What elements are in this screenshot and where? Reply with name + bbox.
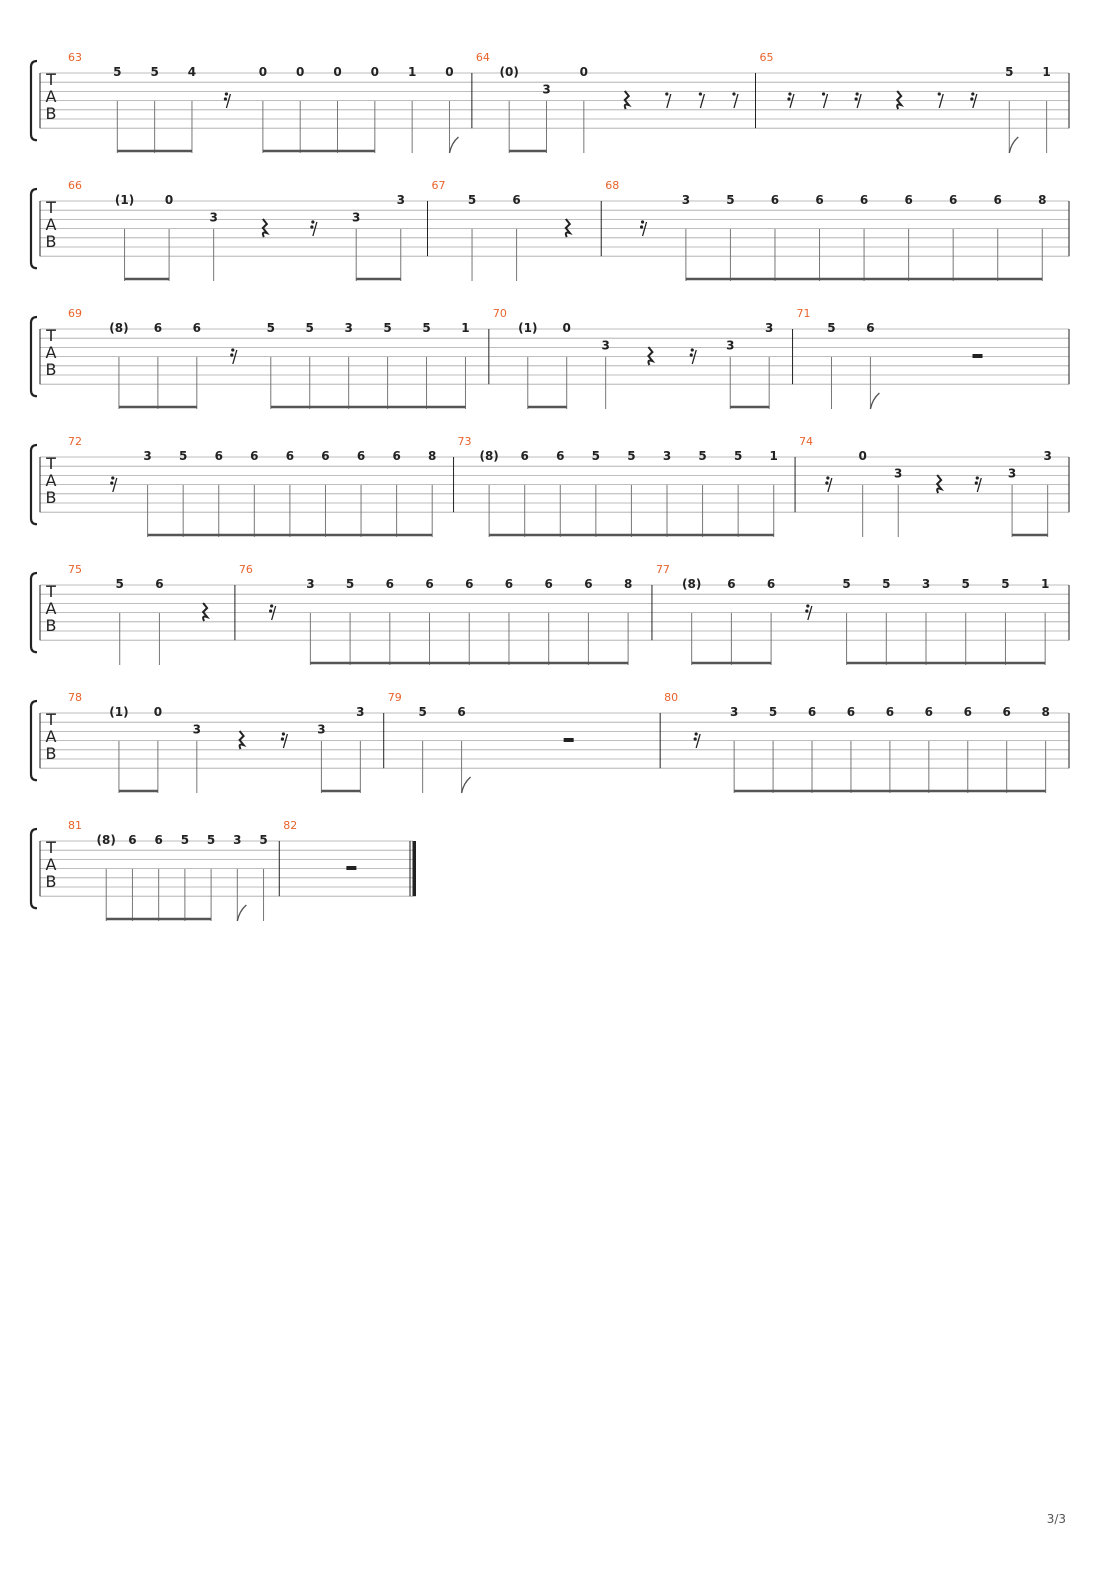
tab-clef-letter: T — [46, 710, 56, 729]
sixteenth-rest-dot — [855, 97, 858, 100]
sixteenth-rest-dot — [110, 481, 113, 484]
quarter-rest — [937, 475, 941, 493]
fret-number: 6 — [556, 449, 565, 463]
fret-number: 8 — [428, 449, 437, 463]
fret-number: 5 — [1005, 65, 1014, 79]
eighth-rest-dot — [822, 92, 825, 95]
fret-number: 6 — [250, 449, 259, 463]
system-bracket — [31, 317, 37, 396]
system-bracket — [31, 189, 37, 268]
fret-number: 5 — [961, 577, 970, 591]
quarter-rest — [263, 219, 267, 237]
fret-number: 1 — [461, 321, 470, 335]
fret-number: (0) — [499, 65, 519, 79]
fret-number: 5 — [180, 833, 190, 847]
fret-number: 3 — [921, 577, 931, 591]
fret-number: 0 — [858, 449, 867, 463]
fret-number: 3 — [729, 705, 739, 719]
fret-number: 6 — [128, 833, 137, 847]
measure — [605, 179, 1069, 281]
fret-number: 5 — [115, 577, 124, 591]
sixteenth-rest-dot — [111, 476, 114, 479]
sixteenth-rest-dot — [269, 609, 272, 612]
fret-number: 3 — [681, 193, 691, 207]
fret-number: 3 — [726, 338, 735, 353]
fret-number: 5 — [150, 65, 159, 79]
measure-number: 78 — [68, 691, 82, 704]
half-rest — [346, 866, 356, 870]
quarter-rest — [203, 603, 207, 621]
measure — [68, 819, 279, 921]
measure — [68, 563, 235, 665]
fret-number: 6 — [155, 577, 164, 591]
fret-number: 5 — [418, 705, 427, 719]
measure-number: 79 — [387, 691, 402, 704]
fret-number: 5 — [768, 705, 778, 719]
measure-number: 70 — [492, 307, 507, 320]
fret-number: 5 — [305, 321, 314, 335]
measure — [68, 435, 454, 537]
measure-number: 80 — [664, 691, 679, 704]
tab-clef-letter: B — [45, 232, 57, 251]
quarter-rest — [240, 731, 244, 749]
note-flag — [870, 393, 879, 409]
sixteenth-rest-dot — [825, 481, 828, 484]
measure — [797, 307, 1069, 409]
fret-number: 3 — [233, 833, 242, 847]
measure-number: 72 — [68, 435, 82, 448]
fret-number: 3 — [662, 449, 672, 463]
system-bracket — [31, 829, 37, 908]
measure-number: 74 — [799, 435, 814, 448]
fret-number: 6 — [993, 193, 1002, 207]
sixteenth-rest-dot — [311, 220, 314, 223]
sixteenth-rest-dot — [230, 353, 233, 356]
fret-number: 8 — [1041, 705, 1050, 719]
fret-number: (8) — [479, 449, 499, 463]
fret-number: 5 — [259, 833, 268, 847]
measure-number: 64 — [475, 51, 490, 64]
fret-number: (8) — [109, 321, 129, 335]
fret-number: 6 — [512, 193, 521, 207]
measure-number: 68 — [605, 179, 620, 192]
note-flag — [462, 777, 471, 793]
sixteenth-rest-dot — [787, 97, 790, 100]
fret-number: 6 — [807, 705, 817, 719]
fret-number: 3 — [542, 82, 551, 97]
system-bracket — [31, 61, 37, 140]
fret-number: 3 — [209, 210, 218, 225]
measure — [458, 435, 796, 537]
fret-number: 3 — [894, 466, 903, 481]
fret-number: 6 — [504, 577, 514, 591]
fret-number: 0 — [258, 65, 268, 79]
measure — [68, 307, 489, 409]
note-flag — [237, 905, 246, 921]
tab-system — [31, 179, 1069, 281]
fret-number: 6 — [457, 705, 466, 719]
fret-number: 6 — [885, 705, 895, 719]
fret-number: 6 — [214, 449, 223, 463]
measure-number: 75 — [68, 563, 82, 576]
fret-number: 3 — [396, 193, 405, 207]
fret-number: 0 — [164, 193, 174, 207]
fret-number: 6 — [385, 577, 394, 591]
fret-number: 6 — [904, 193, 913, 207]
sixteenth-rest-dot — [695, 732, 698, 735]
tab-clef-letter: A — [45, 727, 57, 746]
fret-number: 1 — [1040, 577, 1050, 591]
tab-clef-letter: B — [45, 488, 57, 507]
fret-number: 6 — [392, 449, 401, 463]
tab-clef-letter: B — [45, 104, 57, 123]
fret-number: 3 — [143, 449, 152, 463]
tab-clef-letter: A — [45, 215, 57, 234]
tab-system — [31, 691, 1069, 793]
eighth-rest-dot — [732, 92, 735, 95]
tab-clef-letter: T — [46, 454, 56, 473]
measure — [760, 51, 1069, 153]
fret-number: 3 — [352, 210, 361, 225]
sixteenth-rest-dot — [282, 732, 285, 735]
quarter-rest — [566, 219, 570, 237]
measure-number: 66 — [68, 179, 82, 192]
quarter-rest — [897, 91, 901, 109]
note-flag — [449, 137, 458, 153]
tab-clef-letter: T — [46, 70, 56, 89]
fret-number: 5 — [627, 449, 636, 463]
tab-clef-letter: A — [45, 855, 57, 874]
fret-number: 6 — [465, 577, 474, 591]
measure — [68, 179, 427, 281]
tab-clef-letter: B — [45, 744, 57, 763]
system-bracket — [31, 445, 37, 524]
measure — [493, 307, 793, 409]
measure — [799, 435, 1069, 537]
tab-system — [31, 51, 1069, 153]
fret-number: 1 — [1042, 65, 1051, 79]
fret-number: 5 — [698, 449, 707, 463]
fret-number: 5 — [842, 577, 851, 591]
sixteenth-rest-dot — [225, 92, 228, 95]
tab-system — [31, 307, 1069, 409]
fret-number: 6 — [846, 705, 856, 719]
sixteenth-rest-dot — [806, 604, 809, 607]
measure — [68, 691, 384, 793]
measure-number: 73 — [457, 435, 472, 448]
tab-clef-letter: A — [45, 87, 57, 106]
note-flag — [1009, 137, 1018, 153]
fret-number: 3 — [765, 321, 774, 335]
system-bracket — [31, 701, 37, 780]
fret-number: 6 — [356, 449, 366, 463]
sixteenth-rest-dot — [310, 225, 313, 228]
fret-number: 3 — [317, 722, 326, 737]
fret-number: 3 — [601, 338, 610, 353]
measure-number: 82 — [283, 819, 298, 832]
measure — [388, 691, 660, 793]
fret-number: 8 — [623, 577, 633, 591]
fret-number: 5 — [467, 193, 477, 207]
measure-number: 71 — [796, 307, 811, 320]
sixteenth-rest-dot — [805, 609, 808, 612]
tab-system — [31, 563, 1069, 665]
fret-number: 0 — [579, 65, 589, 79]
fret-number: 1 — [769, 449, 778, 463]
measure — [431, 179, 601, 281]
tab-clef-letter: B — [45, 360, 57, 379]
sixteenth-rest-dot — [975, 481, 978, 484]
tab-clef-letter: B — [45, 616, 57, 635]
measure-number: 77 — [655, 563, 670, 576]
sixteenth-rest-dot — [694, 737, 697, 740]
fret-number: 3 — [1043, 449, 1052, 463]
fret-number: 6 — [859, 193, 869, 207]
sixteenth-rest-dot — [826, 476, 829, 479]
tab-clef-letter: T — [46, 582, 56, 601]
tab-system — [31, 435, 1069, 537]
fret-number: 6 — [1002, 705, 1011, 719]
measure — [239, 563, 652, 665]
sixteenth-rest-dot — [270, 604, 273, 607]
tab-clef-letter: A — [45, 343, 57, 362]
sixteenth-rest-dot — [231, 348, 234, 351]
fret-number: 5 — [266, 321, 275, 335]
quarter-rest — [625, 91, 629, 109]
sixteenth-rest-dot — [690, 353, 693, 356]
half-rest — [972, 354, 982, 358]
measure — [476, 51, 756, 153]
fret-number: 4 — [187, 65, 197, 79]
fret-number: 6 — [584, 577, 593, 591]
fret-number: 5 — [113, 65, 122, 79]
measure — [283, 819, 413, 896]
sixteenth-rest — [696, 734, 700, 748]
measure-number: 69 — [68, 307, 82, 320]
fret-number: 6 — [425, 577, 434, 591]
fret-number: 5 — [882, 577, 891, 591]
sixteenth-rest-dot — [281, 737, 284, 740]
measure — [68, 51, 472, 153]
fret-number: 0 — [153, 705, 163, 719]
sixteenth-rest-dot — [640, 225, 643, 228]
sixteenth-rest-dot — [976, 476, 979, 479]
fret-number: 5 — [726, 193, 735, 207]
fret-number: 5 — [422, 321, 431, 335]
sixteenth-rest-dot — [970, 97, 973, 100]
fret-number: 0 — [562, 321, 571, 335]
fret-number: 5 — [733, 449, 743, 463]
measure-number: 63 — [68, 51, 82, 64]
measure — [656, 563, 1069, 665]
sixteenth-rest — [808, 606, 812, 620]
fret-number: (1) — [109, 705, 129, 719]
tab-clef-letter: T — [46, 838, 56, 857]
fret-number: 0 — [370, 65, 380, 79]
tab-clef-letter: B — [45, 872, 57, 891]
fret-number: 3 — [306, 577, 315, 591]
fret-number: 3 — [192, 722, 201, 737]
tab-clef-letter: T — [46, 326, 56, 345]
tab-clef-letter: A — [45, 599, 57, 618]
fret-number: 6 — [924, 705, 934, 719]
fret-number: 6 — [520, 449, 529, 463]
fret-number: 5 — [345, 577, 355, 591]
fret-number: 0 — [445, 65, 454, 79]
fret-number: 6 — [948, 193, 958, 207]
quarter-rest — [648, 347, 652, 365]
eighth-rest-dot — [938, 92, 941, 95]
fret-number: 6 — [285, 449, 295, 463]
eighth-rest-dot — [699, 92, 702, 95]
fret-number: 6 — [727, 577, 736, 591]
fret-number: 5 — [591, 449, 601, 463]
measure-number: 76 — [238, 563, 253, 576]
fret-number: 1 — [407, 65, 417, 79]
final-thick-barline — [413, 841, 416, 896]
half-rest — [564, 738, 574, 742]
fret-number: 6 — [321, 449, 330, 463]
fret-number: 5 — [178, 449, 188, 463]
fret-number: 5 — [383, 321, 392, 335]
sixteenth-rest — [272, 606, 276, 620]
measure-number: 67 — [431, 179, 446, 192]
fret-number: 6 — [154, 833, 163, 847]
fret-number: (1) — [518, 321, 538, 335]
measure-number: 81 — [68, 819, 82, 832]
measure — [664, 691, 1069, 793]
page-number: 3/3 — [1046, 1512, 1066, 1526]
tab-system — [31, 819, 416, 921]
sixteenth-rest — [283, 734, 287, 748]
fret-number: 0 — [296, 65, 305, 79]
fret-number: 5 — [206, 833, 216, 847]
fret-number: 0 — [333, 65, 342, 79]
fret-number: 6 — [192, 321, 201, 335]
fret-number: 3 — [1007, 466, 1017, 481]
fret-number: 5 — [1001, 577, 1010, 591]
fret-number: 3 — [344, 321, 353, 335]
fret-number: 6 — [544, 577, 553, 591]
fret-number: 8 — [1038, 193, 1047, 207]
sixteenth-rest-dot — [641, 220, 644, 223]
fret-number: (8) — [96, 833, 116, 847]
fret-number: (1) — [114, 193, 135, 207]
sixteenth-rest-dot — [856, 92, 859, 95]
measure-number: 65 — [759, 51, 774, 64]
system-bracket — [31, 573, 37, 652]
fret-number: 6 — [766, 577, 776, 591]
fret-number: 6 — [963, 705, 972, 719]
fret-number: 3 — [356, 705, 365, 719]
tab-clef-letter: A — [45, 471, 57, 490]
eighth-rest-dot — [665, 92, 668, 95]
sixteenth-rest-dot — [224, 97, 227, 100]
sixteenth-rest-dot — [788, 92, 791, 95]
fret-number: 6 — [153, 321, 163, 335]
tab-clef-letter: T — [46, 198, 56, 217]
sixteenth-rest-dot — [971, 92, 974, 95]
fret-number: (8) — [682, 577, 702, 591]
fret-number: 6 — [815, 193, 824, 207]
fret-number: 6 — [866, 321, 875, 335]
fret-number: 5 — [827, 321, 836, 335]
sixteenth-rest-dot — [691, 348, 694, 351]
fret-number: 6 — [770, 193, 780, 207]
